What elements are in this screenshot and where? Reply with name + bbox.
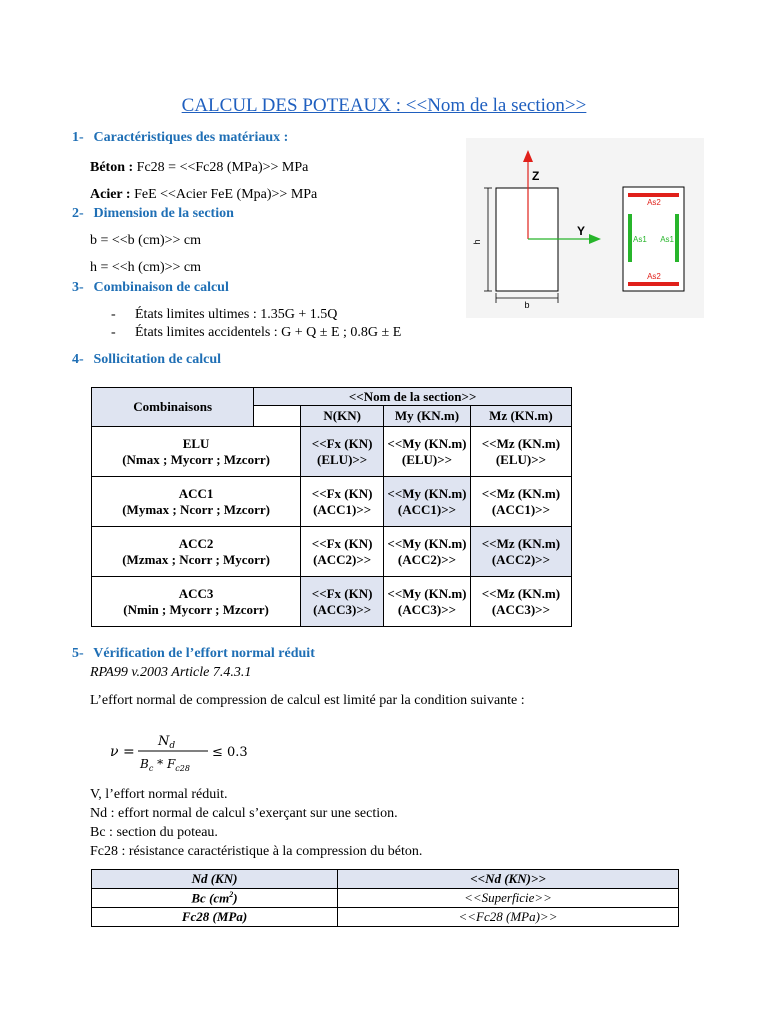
as2-top-bar xyxy=(628,193,679,197)
value-cell: <<Nd (KN)>> xyxy=(338,870,679,889)
value-cell: <<Superficie>> xyxy=(338,889,679,908)
def-nd: Nd : effort normal de calcul s’exerçant sur une section. xyxy=(90,806,398,821)
def-fc28: Fc28 : résistance caractéristique à la compression du béton. xyxy=(90,844,423,859)
def-bc: Bc : section du poteau. xyxy=(90,825,218,840)
my-cell: <<My (KN.m) (ACC3)>> xyxy=(384,577,471,627)
table-row xyxy=(92,889,679,908)
my-cell: <<My (KN.m) (ACC2)>> xyxy=(384,527,471,577)
rpa-reference: RPA99 v.2003 Article 7.4.3.1 xyxy=(90,665,252,680)
table-row xyxy=(92,527,572,577)
def-nu: V, l’effort normal réduit. xyxy=(90,787,228,802)
empty-header-cell xyxy=(254,406,301,427)
bullet-acc: - États limites accidentels : G + Q ± E ; 0.8G ± E xyxy=(111,325,402,340)
as1-left-bar xyxy=(628,214,632,262)
bullet-elu: - États limites ultimes : 1.35G + 1.5Q xyxy=(111,307,338,322)
h-line: h = <<h (cm)>> cm xyxy=(90,260,202,275)
h-dim-label: h xyxy=(472,239,482,245)
section-1-heading: 1- Caractéristiques des matériaux : xyxy=(72,130,289,145)
svg-text:Bc * Fc28: $B_c * F_{c28}$ xyxy=(140,757,190,773)
col-header-mz: Mz (KN.m) xyxy=(470,406,571,427)
svg-text:≤ 0.3: ≤ 0.3 xyxy=(212,745,248,760)
combo-cell: ACC2 (Mzmax ; Ncorr ; Mycorr) xyxy=(92,527,301,577)
as1-right-bar xyxy=(675,214,679,262)
my-cell: <<My (KN.m) (ACC1)>> xyxy=(384,477,471,527)
z-label: Z xyxy=(532,169,540,183)
as2-bottom-bar xyxy=(628,282,679,286)
y-label: Y xyxy=(577,224,586,238)
section-3-heading: 3- Combinaison de calcul xyxy=(72,280,229,295)
mz-cell: <<Mz (KN.m) (ACC3)>> xyxy=(470,577,571,627)
table-row xyxy=(92,477,572,527)
as2-top-label: As2 xyxy=(647,198,661,207)
page-title: CALCUL DES POTEAUX : <<Nom de la section>> xyxy=(181,95,587,116)
verification-table xyxy=(91,869,679,927)
mz-cell: <<Mz (KN.m) (ELU)>> xyxy=(470,427,571,477)
sollicitation-table xyxy=(91,387,572,627)
intro-text: L’effort normal de compression de calcul est limité par la condition suivante : xyxy=(90,693,525,708)
b-dim-label: b xyxy=(524,300,530,310)
table-row xyxy=(92,870,679,889)
n-cell: <<Fx (KN) (ELU)>> xyxy=(301,427,384,477)
value-cell: <<Fc28 (MPa)>> xyxy=(338,908,679,927)
table-row xyxy=(92,427,572,477)
section-2-heading: 2- Dimension de la section xyxy=(72,206,234,221)
combo-cell: ELU (Nmax ; Mycorr ; Mzcorr) xyxy=(92,427,301,477)
mz-cell: <<Mz (KN.m) (ACC1)>> xyxy=(470,477,571,527)
my-cell: <<My (KN.m) (ELU)>> xyxy=(384,427,471,477)
reduced-force-formula xyxy=(108,728,258,776)
as1-right-label: As1 xyxy=(660,235,674,244)
table-row xyxy=(92,908,679,927)
combinaisons-header: Combinaisons xyxy=(92,388,254,427)
svg-text:ν =: ν = xyxy=(110,744,135,760)
label-cell: Fc28 (MPa) xyxy=(92,908,338,927)
col-header-my: My (KN.m) xyxy=(384,406,471,427)
b-line: b = <<b (cm)>> cm xyxy=(90,233,202,248)
section-5-heading: 5- Vérification de l’effort normal réduit xyxy=(72,646,315,661)
n-cell: <<Fx (KN) (ACC1)>> xyxy=(301,477,384,527)
n-cell: <<Fx (KN) (ACC3)>> xyxy=(301,577,384,627)
combo-cell: ACC3 (Nmin ; Mycorr ; Mzcorr) xyxy=(92,577,301,627)
col-header-n: N(KN) xyxy=(301,406,384,427)
n-cell: <<Fx (KN) (ACC2)>> xyxy=(301,527,384,577)
section-name-header: <<Nom de la section>> xyxy=(254,388,572,406)
beton-line: Béton : Fc28 = <<Fc28 (MPa)>> MPa xyxy=(90,160,309,175)
svg-text:Nd: $N_d$ xyxy=(158,734,176,751)
label-cell: Bc $(cm^2)$ xyxy=(92,889,338,908)
combo-cell: ACC1 (Mymax ; Ncorr ; Mzcorr) xyxy=(92,477,301,527)
acier-line: Acier : FeE <<Acier FeE (Mpa)>> MPa xyxy=(90,187,318,202)
as1-left-label: As1 xyxy=(633,235,647,244)
section-4-heading: 4- Sollicitation de calcul xyxy=(72,352,222,367)
table-row xyxy=(92,577,572,627)
mz-cell: <<Mz (KN.m) (ACC2)>> xyxy=(470,527,571,577)
as2-bottom-label: As2 xyxy=(647,272,661,281)
section-diagram xyxy=(466,138,704,318)
label-cell: Nd (KN) xyxy=(92,870,338,889)
